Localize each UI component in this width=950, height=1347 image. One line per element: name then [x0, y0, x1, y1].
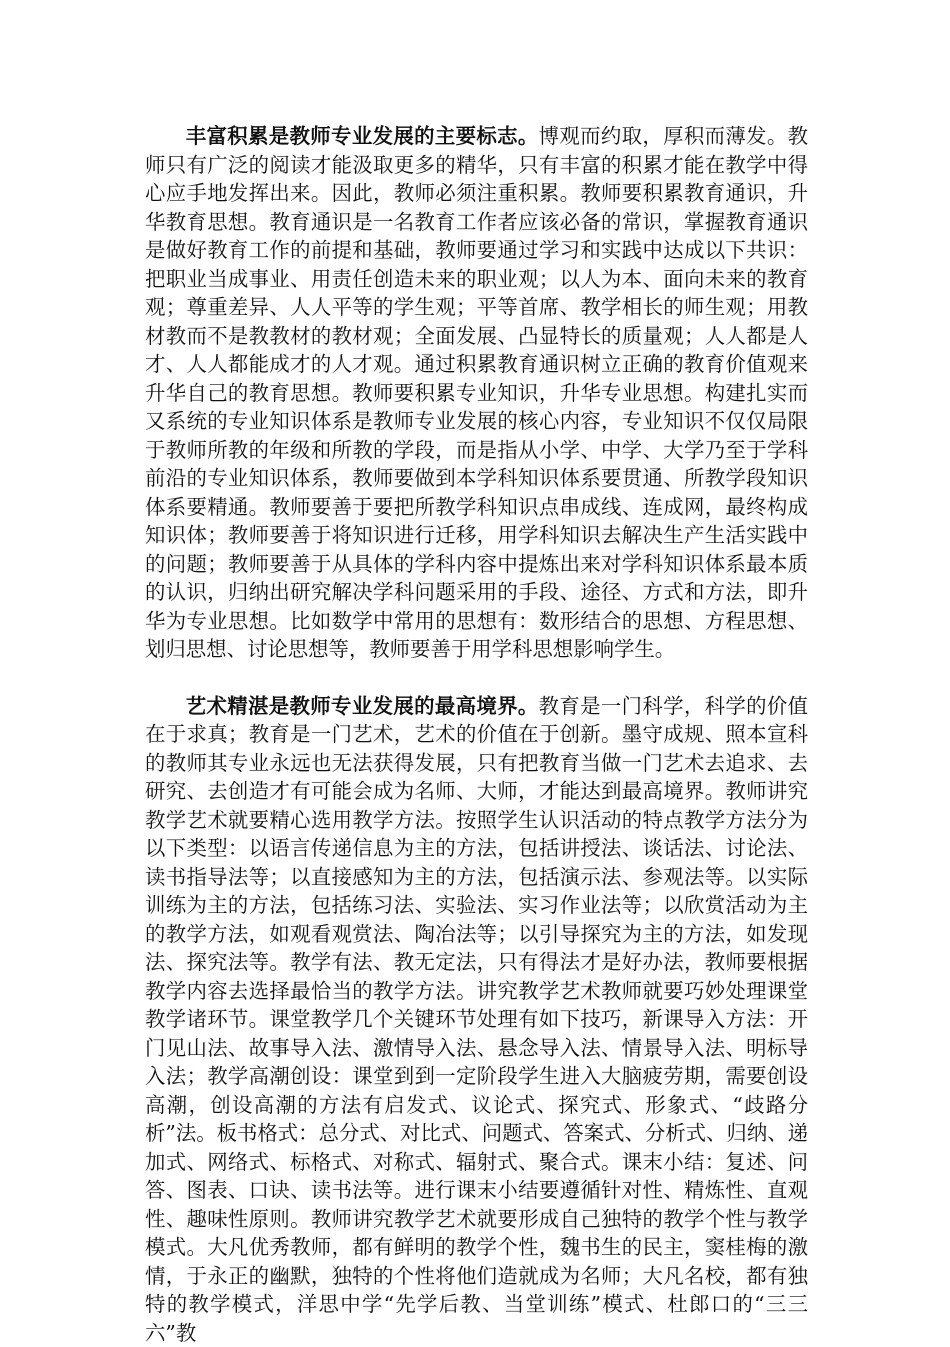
- paragraph-body-text: 博观而约取，厚积而薄发。教师只有广泛的阅读才能汲取更多的精华，只有丰富的积累才能在教学中得心应手地发挥出来。因此，教师必须注重积累。教师要积累教育通识，升华教育思想。教育通识是一名教育工作者应该必备的常识，掌握教育通识是做好教育工作的前提和基础，教师要通过学习和实践中达成以下共识：把职业当成事业、用责任创造未来的职业观；以人为本、面向未来的教育观；尊重差异、人人平等的学生观；平等首席、教学相长的师生观；用教材教而不是教教材的教材观；全面发展、凸显特长的质量观；人人都是人才、人人都能成才的人才观。通过积累教育通识树立正确的教育价值观来升华自己的教育思想。教师要积累专业知识，升华专业思想。构建扎实而又系统的专业知识体系是教师专业发展的核心内容，专业知识不仅仅局限于教师所教的年级和所教的学段，而是指从小学、中学、大学乃至于学科前沿的专业知识体系，教师要做到本学科知识体系要贯通、所教学段知识体系要精通。教师要善于要把所教学科知识点串成线、连成网，最终构成知识体；教师要善于将知识进行迁移，用学科知识去解决生产生活实践中的问题；教师要善于从具体的学科内容中提炼出来对学科知识体系最本质的认识，归纳出研究解决学科问题采用的手段、途径、方式和方法，即升华为专业思想。比如数学中常用的思想有：数形结合的思想、方程思想、划归思想、讨论思想等，教师要善于用学科思想影响学生。: [145, 124, 808, 661]
- paragraph-lead-heading: 丰富积累是教师专业发展的主要标志。: [186, 124, 539, 148]
- paragraph-accumulation: [145, 122, 808, 664]
- document-body: [145, 122, 808, 1347]
- paragraph-artistry: [145, 692, 808, 1347]
- paragraph-body-text: 教育是一门科学，科学的价值在于求真；教育是一门艺术，艺术的价值在于创新。墨守成规、照本宣科的教师其专业永远也无法获得发展，只有把教育当做一门艺术去追求、去研究、去创造才有可能会成为名师、大师，才能达到最高境界。教师讲究教学艺术就要精心选用教学方法。按照学生认识活动的特点教学方法分为以下类型：以语言传递信息为主的方法，包括讲授法、谈话法、讨论法、读书指导法等；以直接感知为主的方法，包括演示法、参观法等。以实际训练为主的方法，包括练习法、实验法、实习作业法等；以欣赏活动为主的教学方法，如观看观赏法、陶冶法等；以引导探究为主的方法，如发现法、探究法等。教学有法、教无定法，只有得法才是好办法，教师要根据教学内容去选择最恰当的教学方法。讲究教学艺术教师就要巧妙处理课堂教学诸环节。课堂教学几个关键环节处理有如下技巧，新课导入方法：开门见山法、故事导入法、激情导入法、悬念导入法、情景导入法、明标导入法；教学高潮创设：课堂到到一定阶段学生进入大脑疲劳期，需要创设高潮，创设高潮的方法有启发式、议论式、探究式、形象式、“歧路分析”法。板书格式：总分式、对比式、问题式、答案式、分析式、归纳、递加式、网络式、标格式、对称式、辐射式、聚合式。课末小结：复述、问答、图表、口诀、读书法等。进行课末小结要遵循针对性、精炼性、直观性、趣味性原则。教师讲究教学艺术就要形成自己独特的教学个性与教学模式。大凡优秀教师，都有鲜明的教学个性，魏书生的民主，窦桂梅的激情，于永正的幽默，独特的个性将他们造就成为名师；大凡名校，都有独特的教学模式，洋思中学“先学后教、当堂训练”模式、杜郎口的“三三六”教: [145, 694, 808, 1345]
- paragraph-lead-heading: 艺术精湛是教师专业发展的最高境界。: [186, 694, 539, 718]
